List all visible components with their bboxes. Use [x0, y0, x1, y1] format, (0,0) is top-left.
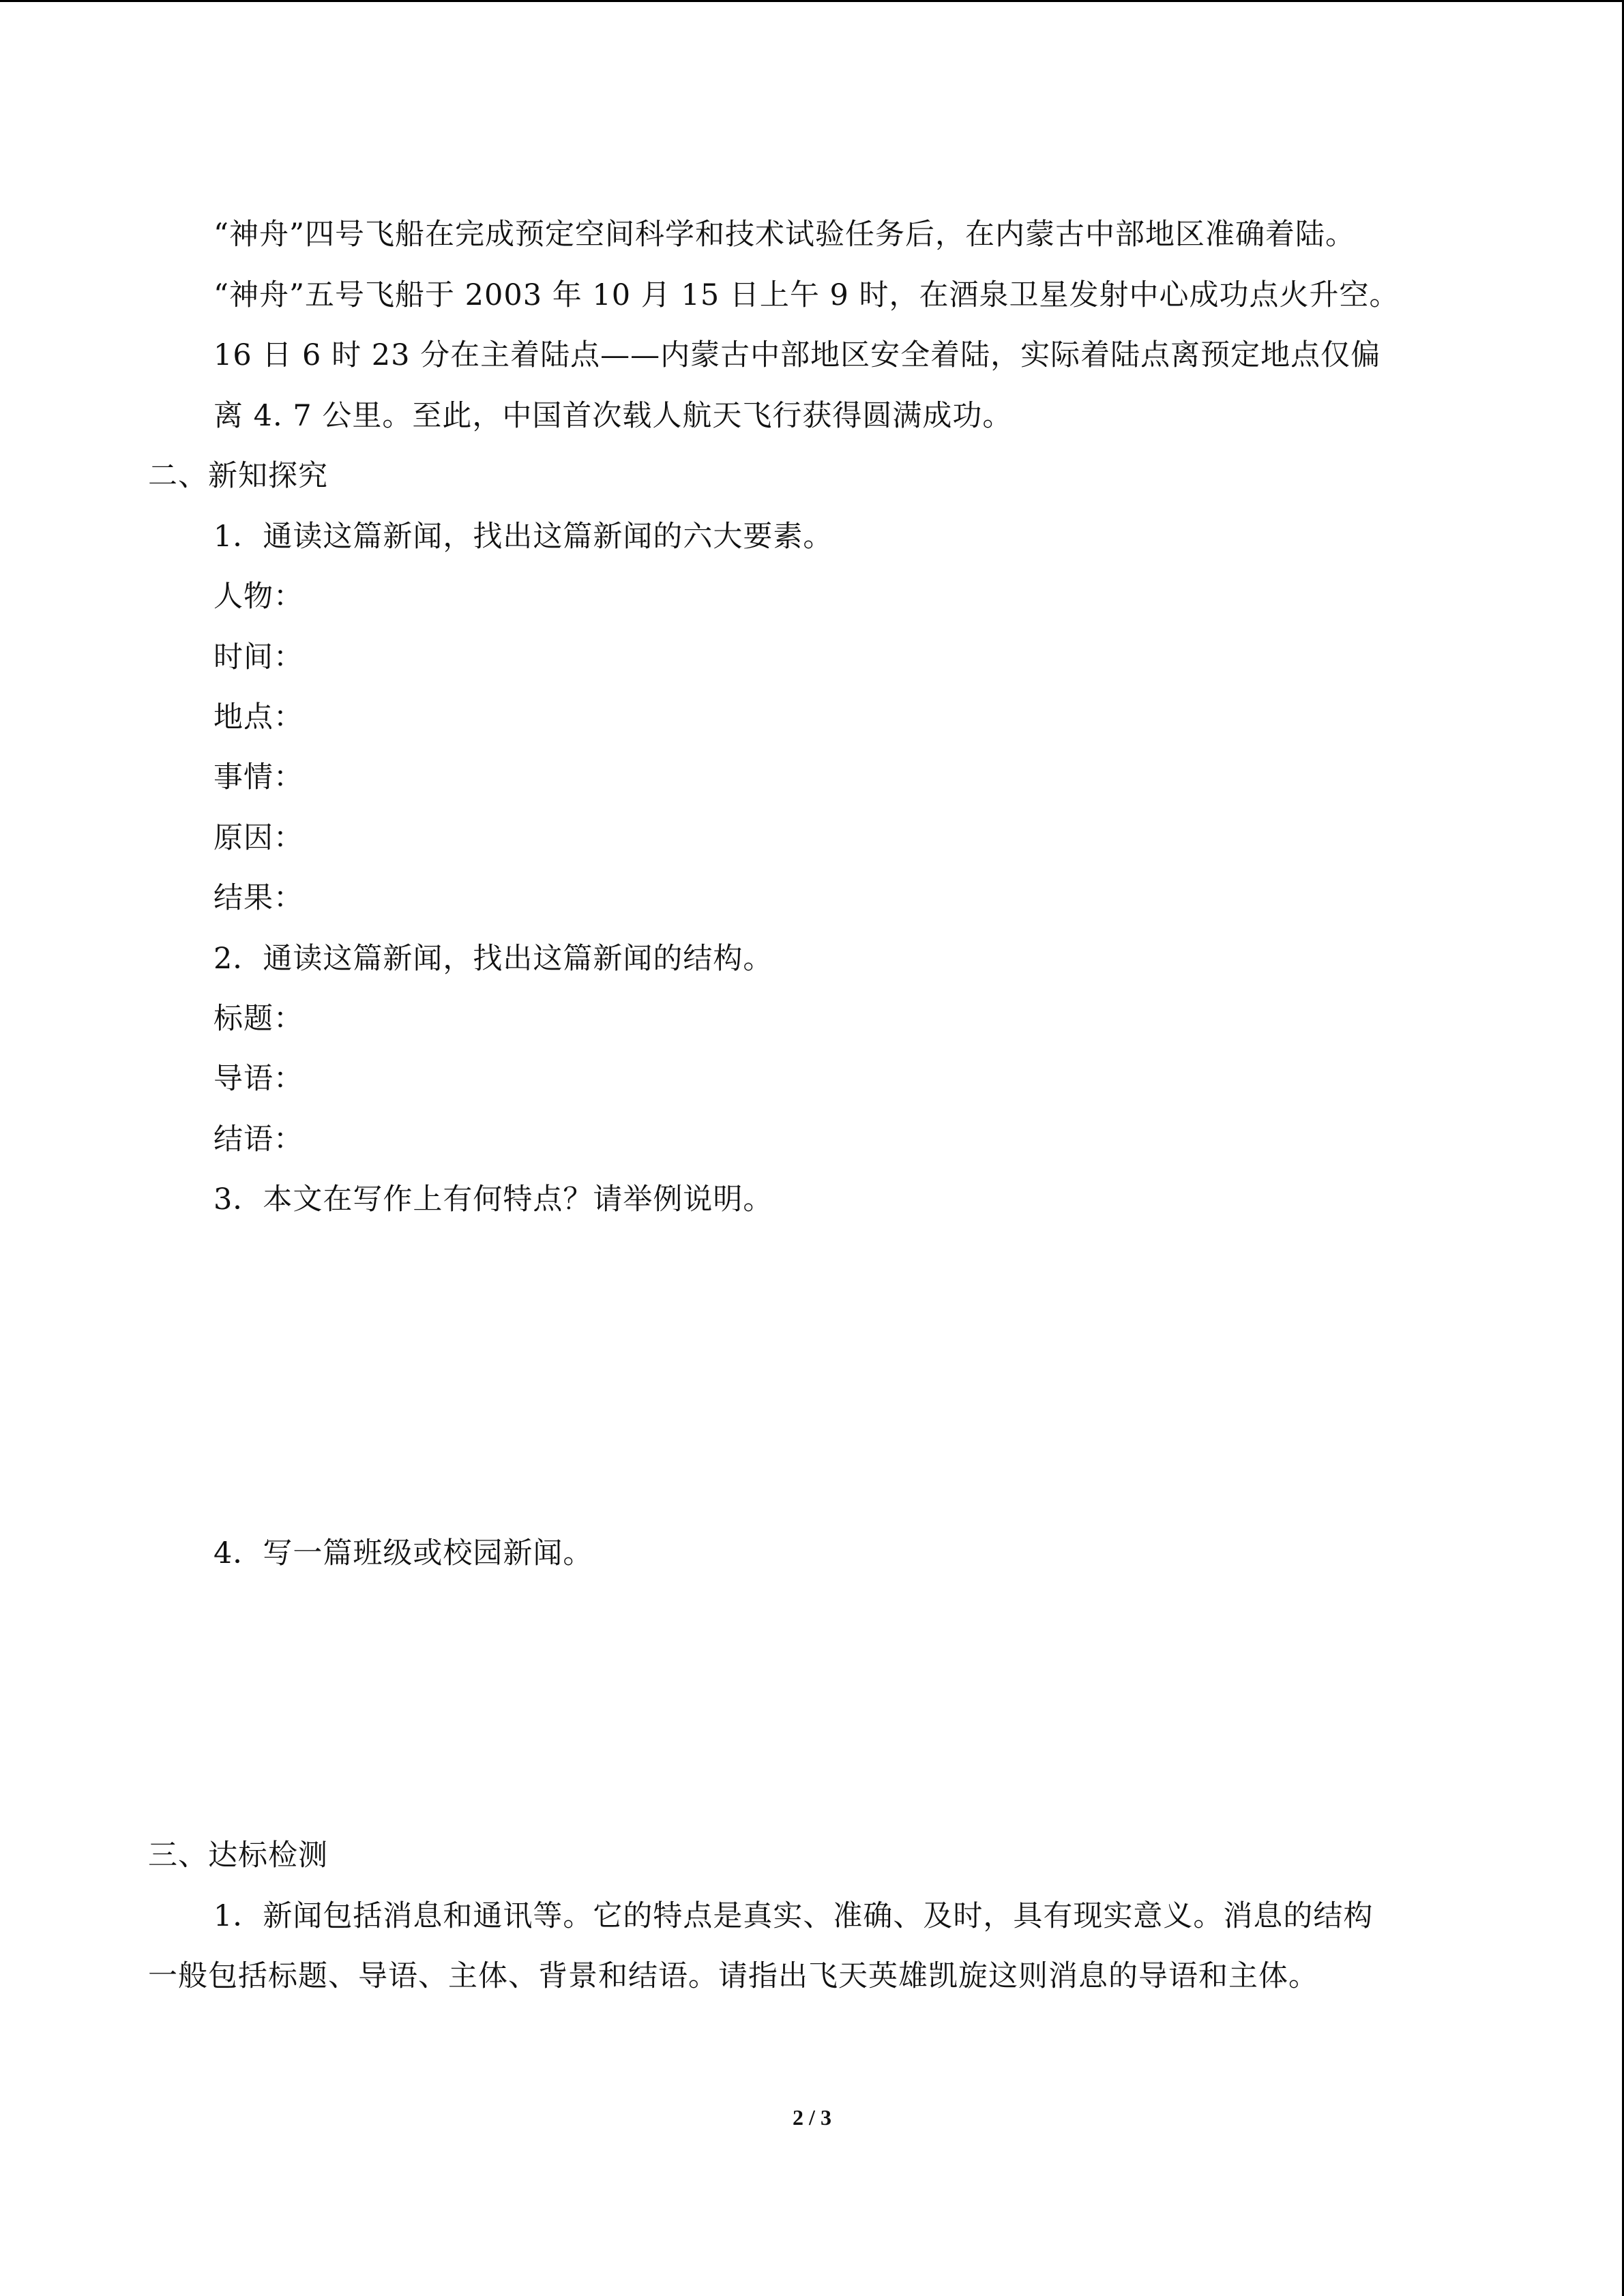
question-2: 2．通读这篇新闻，找出这篇新闻的结构。	[213, 942, 773, 976]
page-number: 2 / 3	[793, 2105, 831, 2130]
intro-paragraph-2-line-3: 离 4. 7 公里。至此，中国首次载人航天飞行获得圆满成功。	[213, 399, 1013, 433]
element-time: 时间：	[213, 640, 304, 674]
intro-paragraph-2-line-2: 16 日 6 时 23 分在主着陆点——内蒙古中部地区安全着陆，实际着陆点离预定地点仅偏	[213, 338, 1381, 372]
assessment-question-1-line-1: 1．新闻包括消息和通讯等。它的特点是真实、准确、及时，具有现实意义。消息的结构	[213, 1899, 1374, 1933]
element-place: 地点：	[213, 700, 304, 734]
structure-title: 标题：	[213, 1002, 304, 1036]
structure-lead: 导语：	[213, 1062, 304, 1096]
structure-conclusion: 结语：	[213, 1122, 304, 1157]
element-person: 人物：	[213, 580, 304, 614]
page-top-border	[0, 0, 1624, 2]
section-heading-new-knowledge: 二、新知探究	[148, 459, 328, 493]
assessment-question-1-line-2: 一般包括标题、导语、主体、背景和结语。请指出飞天英雄凯旋这则消息的导语和主体。	[148, 1959, 1318, 1993]
question-4: 4．写一篇班级或校园新闻。	[213, 1536, 593, 1570]
element-event: 事情：	[213, 760, 304, 794]
question-3: 3．本文在写作上有何特点？请举例说明。	[213, 1182, 773, 1217]
intro-paragraph-1: “神舟”四号飞船在完成预定空间科学和技术试验任务后，在内蒙古中部地区准确着陆。	[213, 218, 1355, 252]
intro-paragraph-2-line-1: “神舟”五号飞船于 2003 年 10 月 15 日上午 9 时，在酒泉卫星发射中心成功点火升空。	[213, 278, 1400, 312]
element-cause: 原因：	[213, 821, 304, 855]
section-heading-assessment: 三、达标检测	[148, 1838, 328, 1873]
question-1: 1．通读这篇新闻，找出这篇新闻的六大要素。	[213, 520, 833, 554]
element-result: 结果：	[213, 881, 304, 915]
